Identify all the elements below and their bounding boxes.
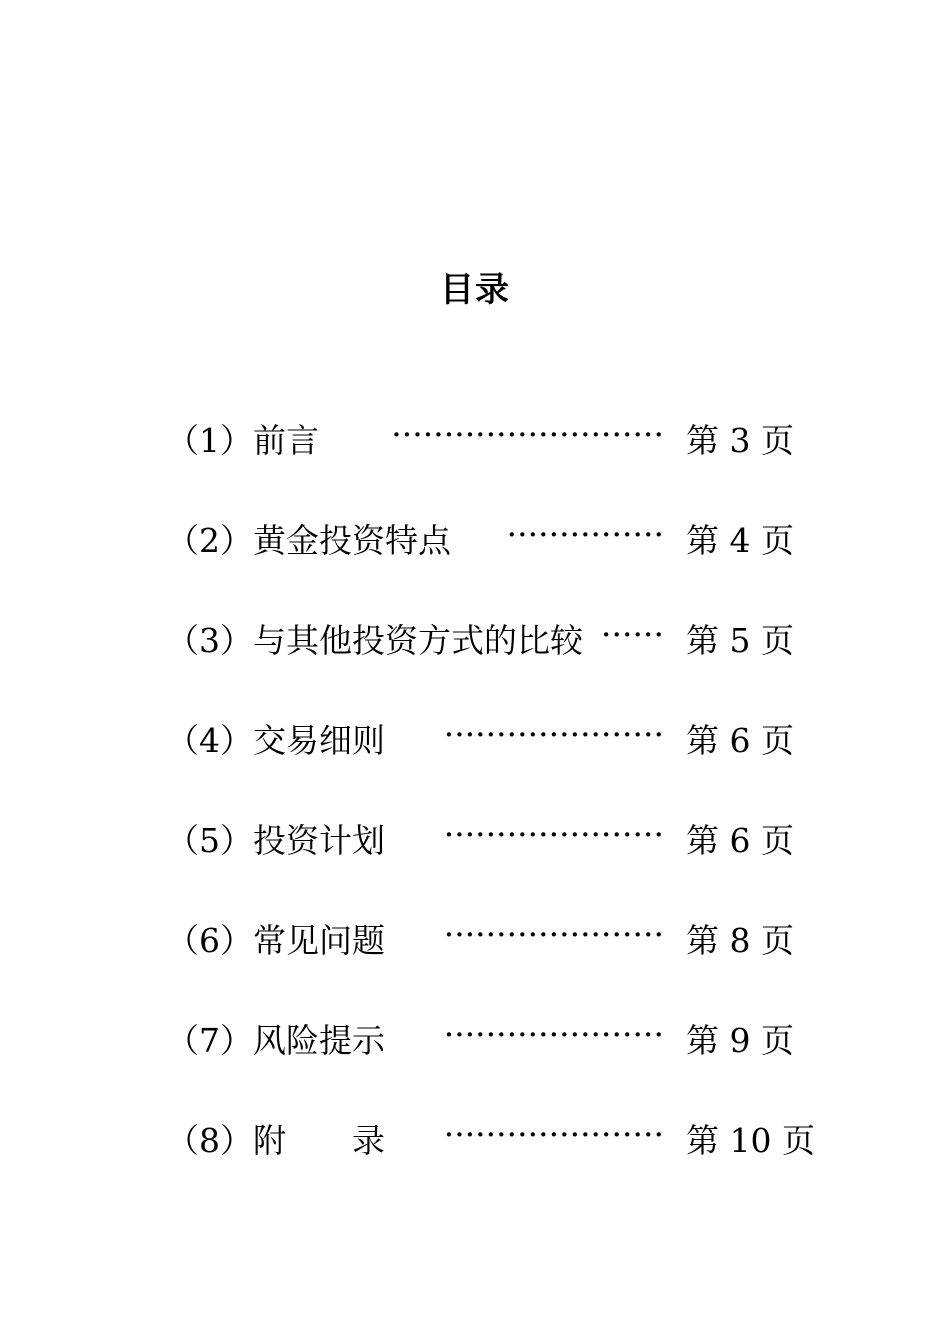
toc-entry-label: （1）前言 xyxy=(166,421,319,460)
toc-entry xyxy=(166,515,846,615)
toc-entry-leader: ····················· xyxy=(443,915,664,954)
toc-entry-page: 第 8 页 xyxy=(686,921,794,960)
toc-entry-page: 第 6 页 xyxy=(686,821,794,860)
toc-entry xyxy=(166,915,846,1015)
toc-entry-label: （5）投资计划 xyxy=(166,821,385,860)
toc-entry-label: （7）风险提示 xyxy=(166,1021,385,1060)
toc-entry-leader: ·························· xyxy=(391,415,664,454)
toc-entry-leader: ······ xyxy=(601,615,664,654)
toc-entry-page: 第 6 页 xyxy=(686,721,794,760)
toc-entry-page: 第 9 页 xyxy=(686,1021,794,1060)
toc-entry xyxy=(166,715,846,815)
toc-entry-label: （2）黄金投资特点 xyxy=(166,521,451,560)
toc-entry-page: 第 10 页 xyxy=(686,1121,815,1160)
toc-entry-leader: ····················· xyxy=(443,815,664,854)
toc-entry xyxy=(166,415,846,515)
toc-entry-label: （3）与其他投资方式的比较 xyxy=(166,621,583,660)
toc-entry-leader: ··············· xyxy=(506,515,664,554)
toc-entry-leader: ····················· xyxy=(443,1115,664,1154)
toc-entry-label: （8）附 录 xyxy=(166,1121,385,1160)
toc-list xyxy=(166,415,846,1215)
toc-entry xyxy=(166,615,846,715)
toc-entry xyxy=(166,1115,846,1215)
toc-entry-label: （6）常见问题 xyxy=(166,921,385,960)
toc-entry-leader: ····················· xyxy=(443,1015,664,1054)
toc-entry-page: 第 5 页 xyxy=(686,621,794,660)
toc-entry xyxy=(166,1015,846,1115)
toc-entry-page: 第 4 页 xyxy=(686,521,794,560)
toc-entry-page: 第 3 页 xyxy=(686,421,794,460)
toc-entry xyxy=(166,815,846,915)
toc-entry-leader: ····················· xyxy=(443,715,664,754)
toc-entry-label: （4）交易细则 xyxy=(166,721,385,760)
toc-title: 目录 xyxy=(440,270,510,310)
